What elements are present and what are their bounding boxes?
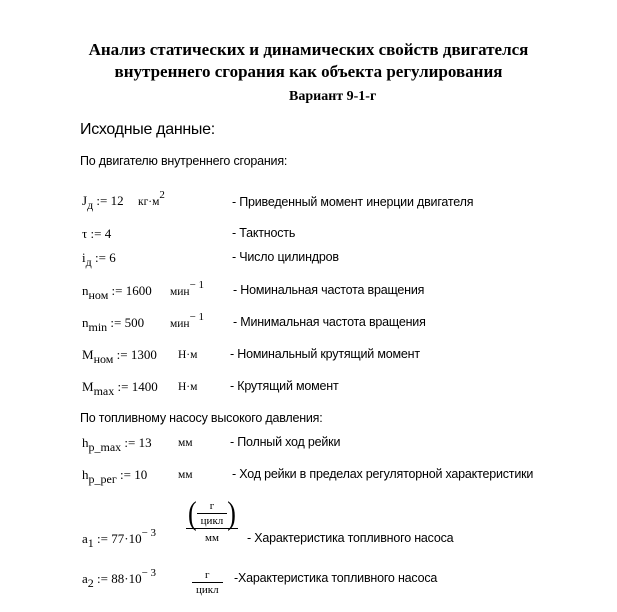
param-value: 88·10 xyxy=(111,571,142,586)
assign-operator: := xyxy=(116,347,128,362)
param-value: 77·10 xyxy=(111,531,142,546)
assign-operator: := xyxy=(120,467,131,482)
assign-operator: := xyxy=(117,379,129,394)
param-unit-nominal-speed xyxy=(170,279,205,298)
param-value: 6 xyxy=(109,250,116,265)
param-desc-rack-regulator-travel: - Ход рейки в пределах регуляторной характеристики xyxy=(232,467,534,481)
assign-operator: := xyxy=(124,435,136,450)
param-subscript: 2 xyxy=(87,576,94,590)
source-data-heading: Исходные данные: xyxy=(80,121,215,138)
assign-operator: := xyxy=(97,571,108,586)
param-expression-rack-regulator-travel[interactable] xyxy=(82,467,148,486)
assign-operator: := xyxy=(94,250,106,265)
param-subscript: p_max xyxy=(88,440,122,454)
param-value: 1300 xyxy=(130,347,157,362)
unit-denominator: цикл xyxy=(196,584,219,596)
param-expression-nominal-torque[interactable] xyxy=(82,347,157,366)
unit-fraction xyxy=(192,568,223,597)
unit-numerator: г xyxy=(205,569,210,581)
param-expression-nominal-speed[interactable] xyxy=(82,283,152,302)
param-unit-nominal-torque: Н·м xyxy=(178,349,198,361)
param-symbol: h xyxy=(82,467,89,482)
param-desc-min-speed: - Минимальная частота вращения xyxy=(233,315,426,329)
param-desc-nominal-speed: - Номинальная частота вращения xyxy=(233,283,425,297)
param-symbol: J xyxy=(82,193,88,208)
param-unit-rack-regulator-travel: мм xyxy=(178,469,193,481)
left-paren-icon: ( xyxy=(188,494,197,531)
param-subscript: p_рег xyxy=(88,472,117,486)
param-desc-rack-full-travel: - Полный ход рейки xyxy=(230,435,341,449)
param-value: 13 xyxy=(138,435,152,450)
param-unit-a1 xyxy=(186,494,238,547)
unit-text: мин xyxy=(170,318,190,330)
param-expression-max-torque[interactable] xyxy=(82,379,158,398)
param-value: 1400 xyxy=(131,379,158,394)
pump-section-heading: По топливному насосу высокого давления: xyxy=(80,411,323,425)
assign-operator: := xyxy=(96,193,108,208)
param-symbol: n xyxy=(82,283,89,298)
param-value: 4 xyxy=(104,226,112,241)
unit-exponent: − 1 xyxy=(189,311,205,323)
unit-text: кг·м xyxy=(138,196,160,208)
document-title-line-1: Анализ статических и динамических свойств двигателся xyxy=(88,40,529,59)
param-value: 1600 xyxy=(125,283,152,298)
param-expression-cylinders[interactable] xyxy=(82,250,116,269)
param-expression-strokes[interactable] xyxy=(82,226,111,242)
assign-operator: := xyxy=(110,315,122,330)
unit-numerator: г xyxy=(209,500,215,512)
unit-denominator: цикл xyxy=(200,515,224,527)
param-desc-max-torque: - Крутящий момент xyxy=(230,379,339,393)
unit-inner-fraction xyxy=(197,499,228,528)
param-symbol: n xyxy=(82,315,89,330)
param-expression-rack-full-travel[interactable] xyxy=(82,435,152,454)
unit-outer-fraction xyxy=(186,494,238,547)
param-symbol: a xyxy=(82,571,88,586)
param-unit-rack-full-travel: мм xyxy=(178,437,193,449)
param-desc-a1: - Характеристика топливного насоса xyxy=(247,531,454,545)
param-symbol: M xyxy=(82,379,94,394)
param-exponent: − 3 xyxy=(141,527,157,539)
variant-label: Вариант 9-1-г xyxy=(289,89,377,104)
param-desc-a2: -Характеристика топливного насоса xyxy=(234,571,438,585)
right-paren-icon: ) xyxy=(227,494,236,531)
param-unit-inertia xyxy=(138,189,165,208)
assign-operator: := xyxy=(97,531,108,546)
assign-operator: := xyxy=(111,283,123,298)
param-value: 10 xyxy=(134,467,148,482)
unit-exponent: − 1 xyxy=(189,279,205,291)
param-expression-a1[interactable] xyxy=(82,527,157,550)
param-unit-max-torque: Н·м xyxy=(178,381,198,393)
param-symbol: a xyxy=(82,531,88,546)
param-symbol: i xyxy=(82,250,86,265)
unit-exponent: 2 xyxy=(159,189,165,201)
param-subscript: max xyxy=(93,384,115,398)
parenthesized-fraction xyxy=(188,494,236,531)
param-subscript: д xyxy=(87,198,94,212)
param-symbol: M xyxy=(82,347,94,362)
param-subscript: 1 xyxy=(87,536,94,550)
param-subscript: д xyxy=(85,255,92,269)
param-desc-inertia: - Приведенный момент инерции двигателя xyxy=(232,195,474,209)
param-subscript: min xyxy=(88,320,108,334)
engine-section-heading: По двигателю внутреннего сгорания: xyxy=(80,154,288,168)
param-exponent: − 3 xyxy=(141,567,157,579)
param-desc-cylinders: - Число цилиндров xyxy=(232,250,339,264)
unit-text: мин xyxy=(170,286,190,298)
param-subscript: ном xyxy=(88,288,109,302)
param-symbol: h xyxy=(82,435,89,450)
param-desc-nominal-torque: - Номинальный крутящий момент xyxy=(230,347,420,361)
param-symbol: τ xyxy=(82,226,88,241)
param-value: 500 xyxy=(124,315,145,330)
assign-operator: := xyxy=(90,226,102,241)
param-subscript: ном xyxy=(93,352,114,366)
param-unit-min-speed xyxy=(170,311,205,330)
param-expression-a2[interactable] xyxy=(82,567,157,590)
unit-outer-denominator: мм xyxy=(205,532,219,544)
param-expression-min-speed[interactable] xyxy=(82,315,145,334)
document-title-line-2: внутреннего сгорания как объекта регулирования xyxy=(114,62,503,81)
param-unit-a2 xyxy=(192,565,223,597)
param-expression-inertia[interactable] xyxy=(82,193,124,212)
param-value: 12 xyxy=(110,193,124,208)
param-desc-strokes: - Тактность xyxy=(232,226,296,240)
